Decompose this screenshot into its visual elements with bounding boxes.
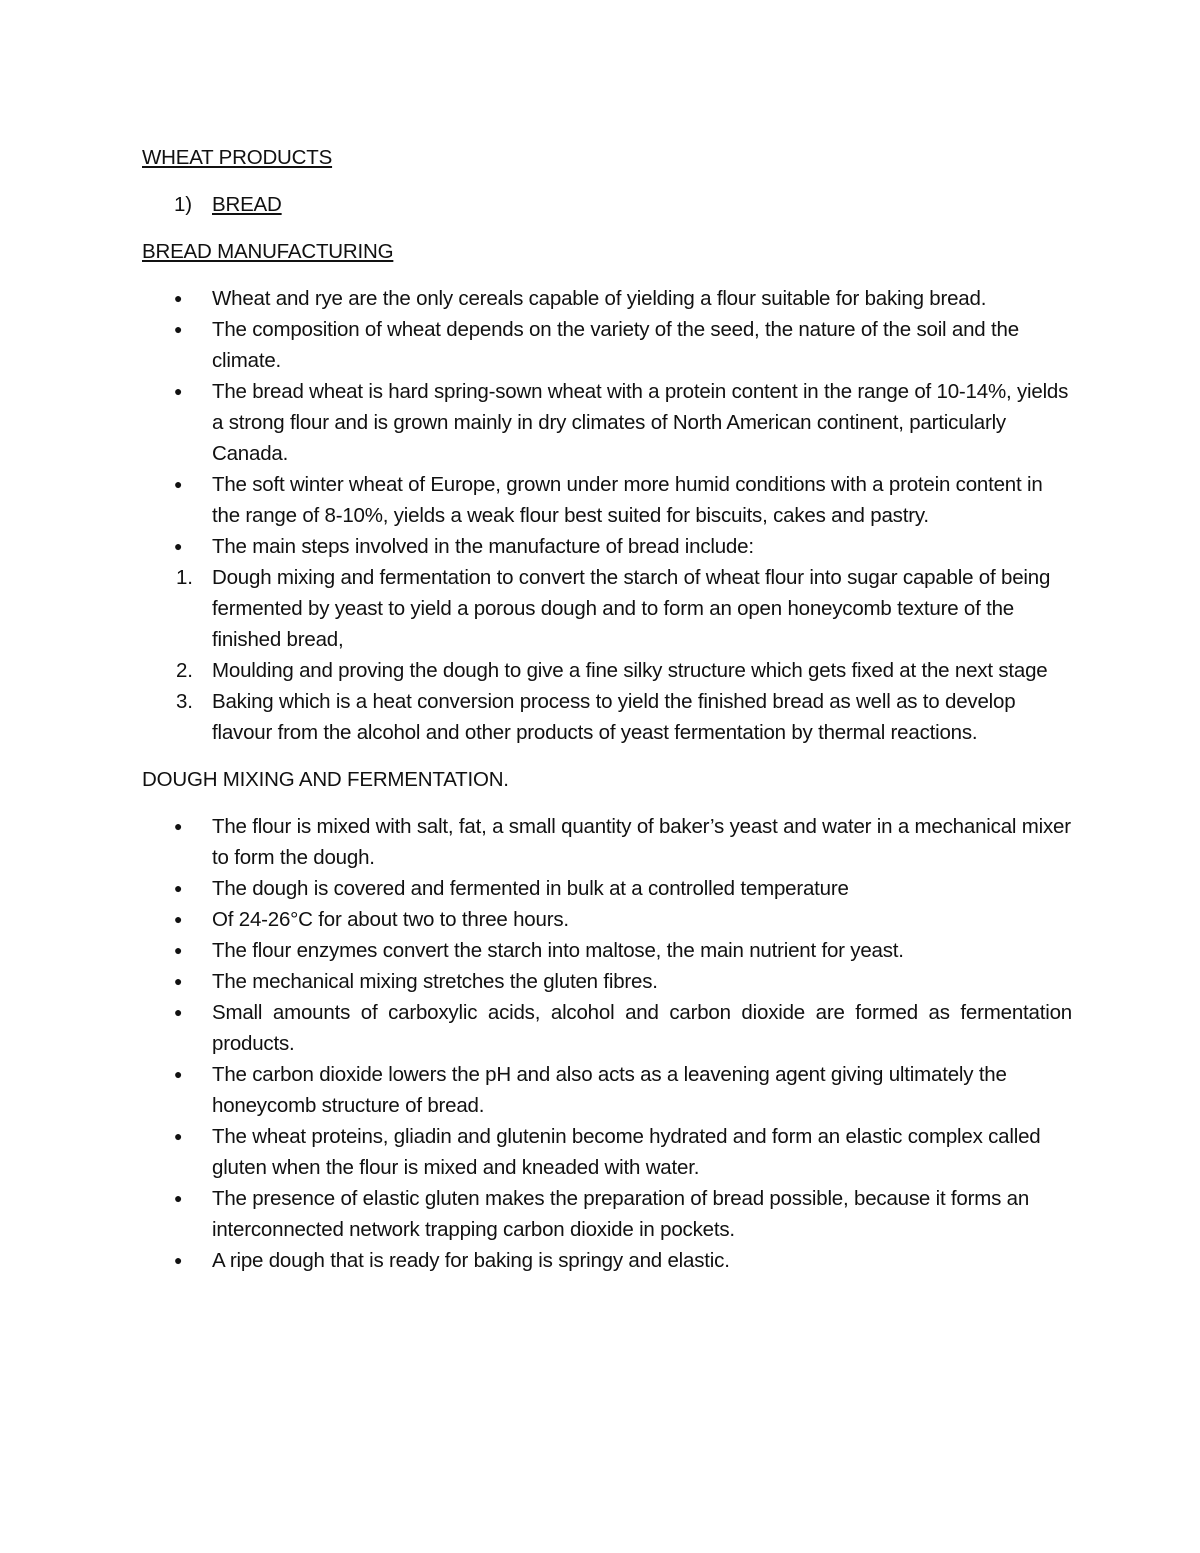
numbered-item: [142, 655, 1072, 686]
list-item-text: The mechanical mixing stretches the gluten fibres.: [212, 970, 658, 993]
numbered-item: [142, 686, 1072, 748]
document-body: [142, 142, 1072, 1276]
spacer: [142, 173, 1072, 189]
list-item: [142, 376, 1072, 469]
bullet-marker: ●: [174, 911, 183, 927]
list-item-text: The dough is covered and fermented in bulk at a controlled temperature: [212, 877, 849, 900]
dough-mixing-list: [142, 811, 1072, 1276]
bullet-marker: ●: [174, 880, 183, 896]
list-item: [142, 1121, 1072, 1183]
list-item-text: The main steps involved in the manufacture of bread include:: [212, 535, 754, 558]
list-item: [142, 811, 1072, 873]
list-item-text: The flour enzymes convert the starch into maltose, the main nutrient for yeast.: [212, 939, 904, 962]
spacer: [142, 748, 1072, 764]
list-item: [142, 531, 1072, 562]
list-item: [142, 1059, 1072, 1121]
list-item: [142, 966, 1072, 997]
list-item-text: The bread wheat is hard spring-sown wheat with a protein content in the range of 10-14%, yields a strong flour and is grown mainly in dry climates of North American continent, particularly Canada.: [212, 380, 1069, 465]
section-label: BREAD: [212, 193, 282, 216]
list-item: [142, 873, 1072, 904]
numbered-item: [142, 562, 1072, 655]
section-heading-bread: [142, 189, 1072, 220]
list-item-text: The carbon dioxide lowers the pH and also acts as a leavening agent giving ultimately the honeycomb structure of bread.: [212, 1063, 1007, 1117]
list-item-text: The flour is mixed with salt, fat, a small quantity of baker’s yeast and water in a mechanical mixer to form the dough.: [212, 815, 1071, 869]
number-marker: 2.: [176, 659, 193, 682]
list-item-text: The presence of elastic gluten makes the preparation of bread possible, because it forms an interconnected network trapping carbon dioxide in pockets.: [212, 1187, 1030, 1241]
bullet-marker: ●: [174, 383, 183, 399]
number-marker: 3.: [176, 690, 193, 713]
subheading-bread-manufacturing: BREAD MANUFACTURING: [142, 240, 394, 263]
bullet-marker: ●: [174, 1252, 183, 1268]
list-item-text: The soft winter wheat of Europe, grown under more humid conditions with a protein content in the range of 8-10%, yields a weak flour best suited for biscuits, cakes and pastry.: [212, 473, 1043, 527]
bullet-marker: ●: [174, 818, 183, 834]
list-item-text: Baking which is a heat conversion process to yield the finished bread as well as to develop flavour from the alcohol and other products of yeast fermentation by thermal reactions.: [212, 690, 1016, 744]
spacer: [142, 795, 1072, 811]
bullet-marker: ●: [174, 1066, 183, 1082]
bullet-marker: ●: [174, 476, 183, 492]
list-item: [142, 997, 1072, 1059]
bullet-marker: ●: [174, 1128, 183, 1144]
list-item-text: The wheat proteins, gliadin and glutenin become hydrated and form an elastic complex called gluten when the flour is mixed and kneaded with water.: [212, 1125, 1041, 1179]
list-item-text: The composition of wheat depends on the variety of the seed, the nature of the soil and the climate.: [212, 318, 1019, 372]
list-item-text: Dough mixing and fermentation to convert the starch of wheat flour into sugar capable of being fermented by yeast to yield a porous dough and to form an open honeycomb texture of the finished bread,: [212, 566, 1051, 651]
subheading-dough-mixing: DOUGH MIXING AND FERMENTATION.: [142, 768, 509, 791]
list-item: [142, 1245, 1072, 1276]
list-item-text: A ripe dough that is ready for baking is springy and elastic.: [212, 1249, 730, 1272]
list-item: [142, 904, 1072, 935]
list-item: [142, 314, 1072, 376]
bullet-marker: ●: [174, 538, 183, 554]
number-marker: 1.: [176, 566, 193, 589]
spacer: [142, 220, 1072, 236]
list-item: [142, 469, 1072, 531]
section-number: 1): [174, 193, 192, 216]
list-item-text: Of 24-26°C for about two to three hours.: [212, 908, 569, 931]
bullet-marker: ●: [174, 290, 183, 306]
bullet-marker: ●: [174, 321, 183, 337]
bullet-marker: ●: [174, 1004, 183, 1020]
bullet-marker: ●: [174, 942, 183, 958]
list-item: [142, 283, 1072, 314]
bullet-marker: ●: [174, 1190, 183, 1206]
bread-manufacturing-list: [142, 283, 1072, 748]
spacer: [142, 267, 1072, 283]
list-item: [142, 1183, 1072, 1245]
list-item-text: Wheat and rye are the only cereals capable of yielding a flour suitable for baking bread.: [212, 287, 987, 310]
list-item-text: Small amounts of carboxylic acids, alcohol and carbon dioxide are formed as fermentation products.: [212, 1001, 1072, 1055]
bullet-marker: ●: [174, 973, 183, 989]
list-item-text: Moulding and proving the dough to give a fine silky structure which gets fixed at the next stage: [212, 659, 1048, 682]
document-title: WHEAT PRODUCTS: [142, 146, 333, 169]
list-item: [142, 935, 1072, 966]
